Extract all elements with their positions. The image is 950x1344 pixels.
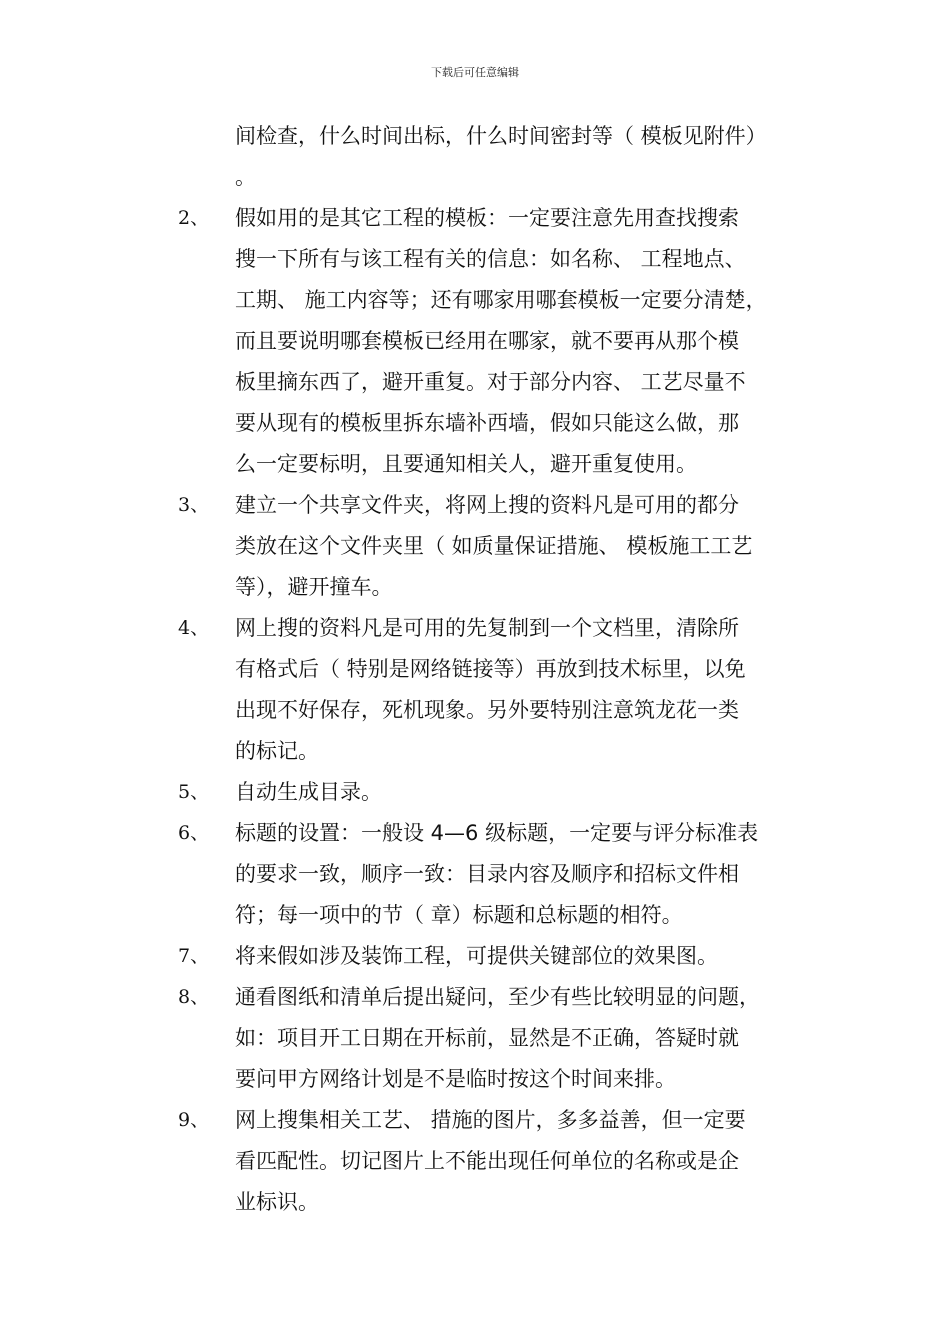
text-line: 符；每一项中的节（ 章）标题和总标题的相符。 (235, 903, 683, 927)
list-item (0, 116, 950, 198)
text-line: 么一定要标明，且要通知相关人，避开重复使用。 (235, 452, 697, 476)
list-item (0, 977, 950, 1100)
text-line: 的标记。 (235, 739, 319, 763)
text-line: 假如用的是其它工程的模板：一定要注意先用查找搜索 (235, 206, 739, 230)
list-item-number: 3、 (178, 494, 210, 516)
text-line: 类放在这个文件夹里（ 如质量保证措施、 模板施工工艺 (235, 534, 753, 558)
text-line: 建立一个共享文件夹，将网上搜的资料凡是可用的都分 (235, 493, 739, 517)
page-header: 下载后可任意编辑 (431, 66, 519, 79)
text-line: 通看图纸和清单后提出疑问，至少有些比较明显的问题， (235, 985, 760, 1009)
text-line: 搜一下所有与该工程有关的信息：如名称、 工程地点、 (235, 247, 746, 271)
text-line: 出现不好保存，死机现象。另外要特别注意筑龙花一类 (235, 698, 739, 722)
text-line: 工期、 施工内容等；还有哪家用哪套模板一定要分清楚， (235, 288, 767, 312)
text-line: 等），避开撞车。 (235, 575, 393, 599)
list-item (0, 936, 950, 977)
list-item-number: 6、 (178, 822, 210, 844)
text-line: 而且要说明哪套模板已经用在哪家，就不要再从那个模 (235, 329, 739, 353)
text-line: 要问甲方网络计划是不是临时按这个时间来排。 (235, 1067, 676, 1091)
list-item (0, 485, 950, 608)
list-item (0, 813, 950, 936)
text-line: 将来假如涉及装饰工程，可提供关键部位的效果图。 (235, 944, 718, 968)
text-line: 业标识。 (235, 1190, 319, 1214)
list-item (0, 772, 950, 813)
list-item (0, 608, 950, 772)
text-line: 自动生成目录。 (235, 780, 382, 804)
text-line: 。 (235, 165, 256, 189)
list-item (0, 198, 950, 485)
text-line: 要从现有的模板里拆东墙补西墙，假如只能这么做，那 (235, 411, 739, 435)
list-item-number: 9、 (178, 1109, 210, 1131)
text-line: 板里摘东西了，避开重复。对于部分内容、 工艺尽量不 (235, 370, 746, 394)
text-line: 有格式后（ 特别是网络链接等）再放到技术标里，以免 (235, 657, 746, 681)
list-item-number: 5、 (178, 781, 210, 803)
list-item (0, 1100, 950, 1223)
list-item-number: 4、 (178, 617, 210, 639)
list-item-number: 8、 (178, 986, 210, 1008)
text-line: 标题的设置：一般设 4—6 级标题，一定要与评分标准表 (235, 821, 759, 845)
text-line: 如：项目开工日期在开标前，显然是不正确，答疑时就 (235, 1026, 739, 1050)
text-line: 间检查，什么时间出标，什么时间密封等（ 模板见附件） (235, 124, 767, 148)
list-item-number: 7、 (178, 945, 210, 967)
text-line: 的要求一致，顺序一致：目录内容及顺序和招标文件相 (235, 862, 739, 886)
text-line: 网上搜集相关工艺、 措施的图片，多多益善，但一定要 (235, 1108, 746, 1132)
text-line: 网上搜的资料凡是可用的先复制到一个文档里，清除所 (235, 616, 739, 640)
text-line: 看匹配性。切记图片上不能出现任何单位的名称或是企 (235, 1149, 739, 1173)
document-body (0, 116, 950, 1223)
list-item-number: 2、 (178, 207, 210, 229)
